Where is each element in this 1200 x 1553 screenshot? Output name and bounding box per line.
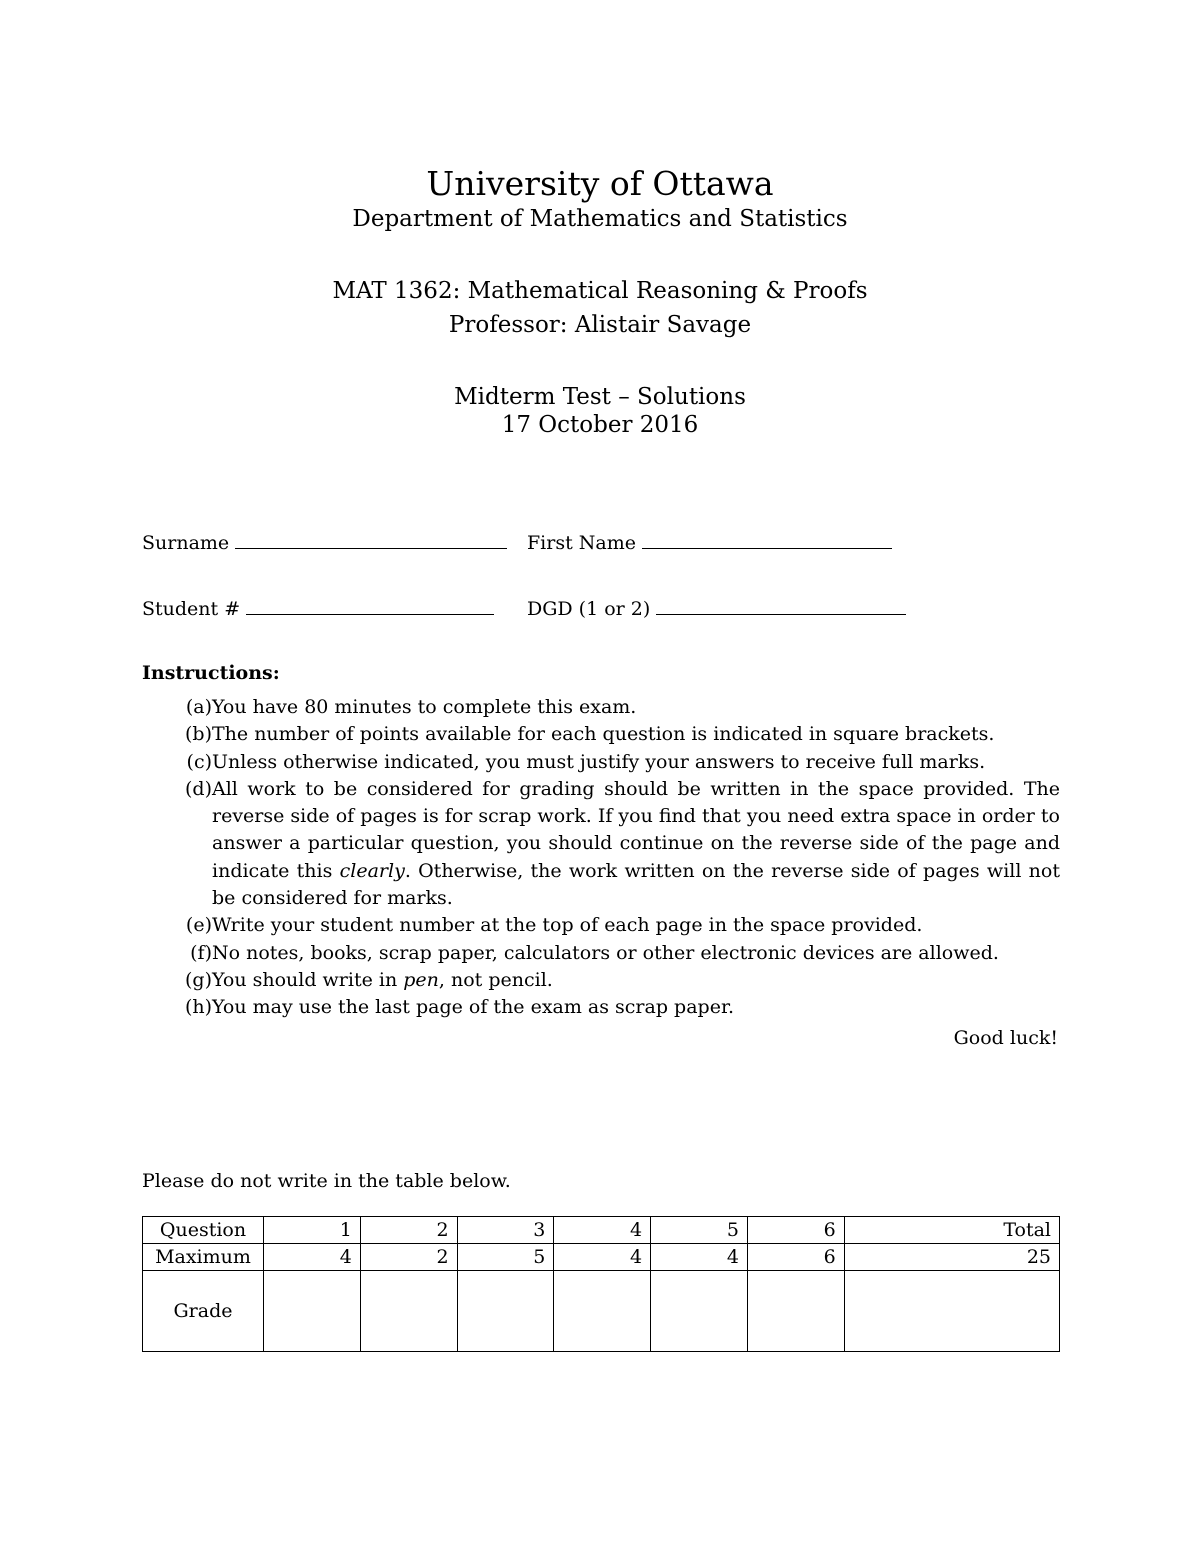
question-total: Total (844, 1217, 1059, 1244)
instruction-item (142, 776, 1060, 912)
test-title: Midterm Test – Solutions (454, 384, 746, 410)
dgd-line[interactable] (656, 613, 906, 615)
maximum-value: 2 (360, 1244, 457, 1271)
grade-total-cell[interactable] (844, 1271, 1059, 1352)
instruction-label: (a) (185, 696, 212, 718)
instruction-text (212, 967, 1060, 994)
instruction-text: No notes, books, scrap paper, calculators or other electronic devices are allowed. (212, 941, 999, 964)
instruction-emphasis: pen (403, 968, 439, 991)
professor-name: Professor: Alistair Savage (448, 312, 752, 338)
department-title: Department of Mathematics and Statistics (352, 206, 848, 232)
maximum-value: 5 (457, 1244, 554, 1271)
grade-cell[interactable] (264, 1271, 361, 1352)
instruction-text-before: All work to be considered for grading should be written in the space provided. The reverse side of pages is for scrap work. If you find that you need extra space in order to answer a particular question, you should continue on the reverse side of the page and indicate this (212, 777, 1060, 882)
instructions-list (142, 694, 1060, 1022)
question-number: 1 (264, 1217, 361, 1244)
test-date: 17 October 2016 (501, 412, 699, 438)
table-note: Please do not write in the table below. (142, 1170, 511, 1192)
instruction-label: (d) (185, 777, 212, 800)
first-name-label: First Name (527, 532, 636, 554)
student-number-field[interactable] (142, 598, 494, 620)
instruction-label: (e) (185, 914, 212, 937)
maximum-row (143, 1244, 1060, 1271)
instruction-label: (g) (185, 968, 212, 991)
course-title: MAT 1362: Mathematical Reasoning & Proofs (332, 278, 868, 304)
instruction-item (142, 694, 1060, 721)
instruction-text: Unless otherwise indicated, you must justify your answers to receive full marks. (212, 750, 986, 773)
grade-cell[interactable] (651, 1271, 748, 1352)
question-row-label: Question (143, 1217, 264, 1244)
instruction-label: (h) (184, 996, 212, 1019)
question-number: 3 (457, 1217, 554, 1244)
instruction-label: (c) (186, 750, 212, 773)
instruction-text-after: . Otherwise, the work written on the reverse side of pages will not be considered for marks. (212, 859, 1060, 910)
first-name-field[interactable] (527, 532, 892, 554)
instruction-text: The number of points available for each question is indicated in square brackets. (212, 723, 995, 746)
student-number-label: Student # (142, 598, 241, 620)
surname-label: Surname (142, 532, 230, 554)
grade-row-label: Grade (143, 1271, 264, 1352)
university-title: University of Ottawa (426, 164, 774, 203)
grade-cell[interactable] (457, 1271, 554, 1352)
instruction-item (142, 967, 1060, 994)
grade-cell[interactable] (747, 1271, 844, 1352)
grade-cell[interactable] (360, 1271, 457, 1352)
grade-table (142, 1216, 1060, 1352)
dgd-field[interactable] (527, 598, 906, 620)
instruction-item (142, 994, 1060, 1021)
maximum-value: 4 (264, 1244, 361, 1271)
surname-line[interactable] (235, 547, 507, 549)
instruction-item (142, 721, 1060, 748)
first-name-line[interactable] (642, 547, 892, 549)
instruction-item (142, 940, 1060, 967)
instruction-text (212, 776, 1060, 912)
grade-row (143, 1271, 1060, 1352)
maximum-value: 4 (554, 1244, 651, 1271)
question-number: 6 (747, 1217, 844, 1244)
good-luck-text: Good luck! (953, 1027, 1058, 1049)
instruction-label: (f) (190, 941, 212, 964)
question-number: 5 (651, 1217, 748, 1244)
question-row (143, 1217, 1060, 1244)
surname-field[interactable] (142, 532, 507, 554)
instruction-label: (b) (185, 723, 212, 746)
maximum-value: 4 (651, 1244, 748, 1271)
instruction-item (142, 749, 1060, 776)
instruction-text: Write your student number at the top of each page in the space provided. (212, 914, 923, 937)
instruction-text-before: You should write in (212, 968, 404, 991)
instruction-item (142, 912, 1060, 939)
instructions-title: Instructions: (142, 662, 280, 684)
maximum-total: 25 (844, 1244, 1059, 1271)
instruction-text-after: , not pencil. (438, 968, 553, 991)
maximum-row-label: Maximum (143, 1244, 264, 1271)
student-number-line[interactable] (246, 613, 494, 615)
instruction-emphasis: clearly (339, 859, 405, 882)
question-number: 4 (554, 1217, 651, 1244)
dgd-label: DGD (1 or 2) (527, 598, 651, 620)
instruction-text: You may use the last page of the exam as scrap paper. (212, 996, 734, 1019)
grade-cell[interactable] (554, 1271, 651, 1352)
maximum-value: 6 (747, 1244, 844, 1271)
instruction-text: You have 80 minutes to complete this exam. (212, 696, 637, 718)
question-number: 2 (360, 1217, 457, 1244)
